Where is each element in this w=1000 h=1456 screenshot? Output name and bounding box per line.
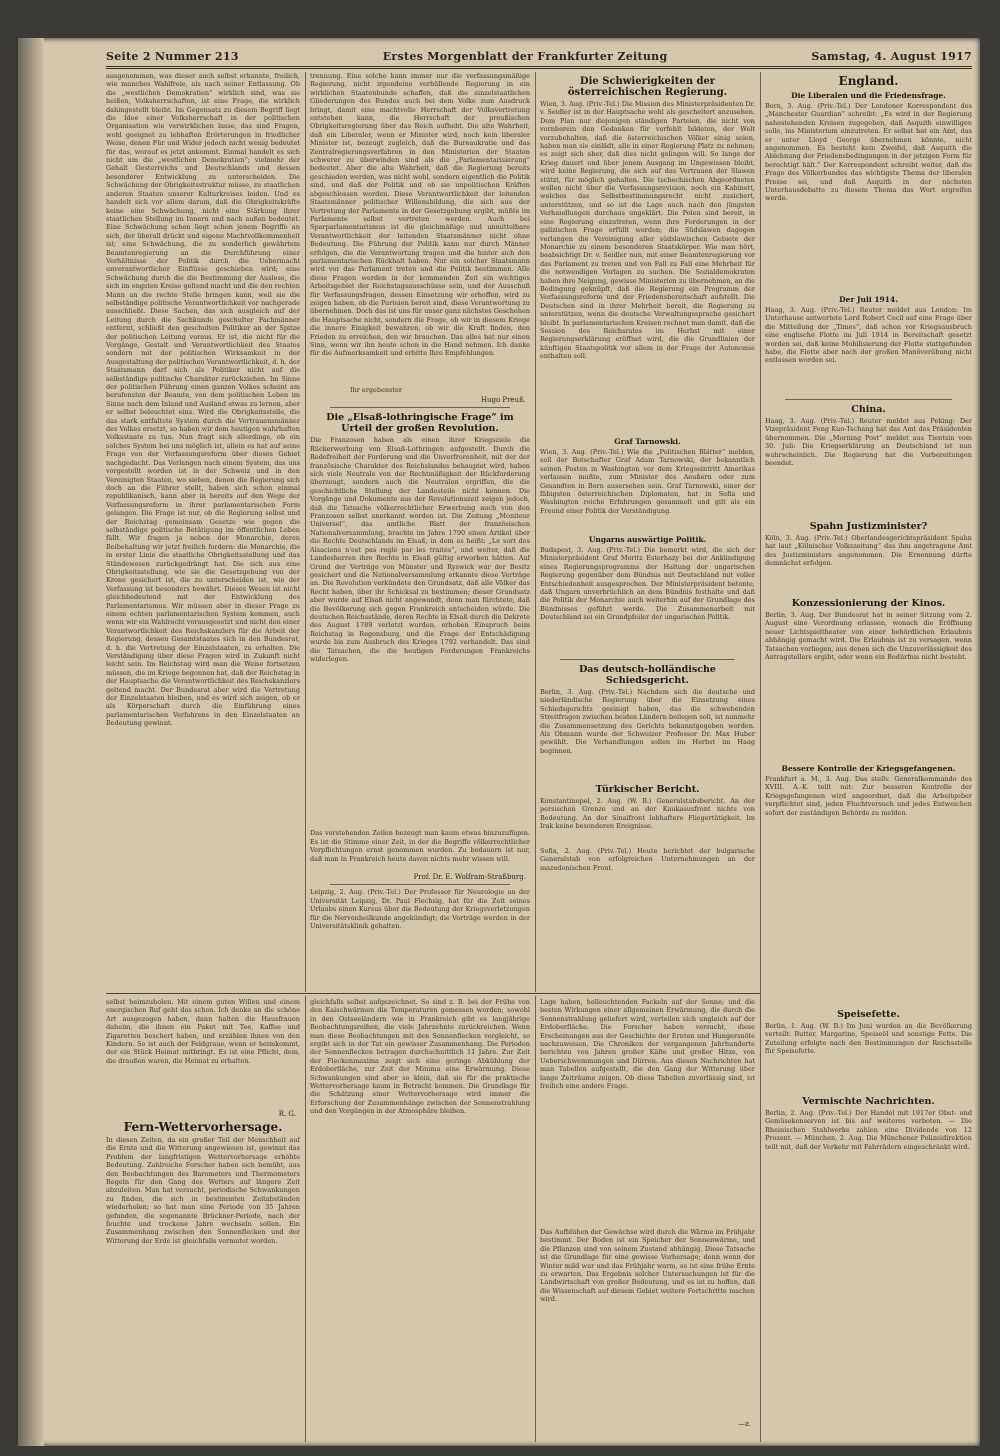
column-divider: [760, 72, 761, 1442]
column-divider: [305, 996, 306, 1442]
separator: [330, 407, 510, 408]
article-ungarn-body: Budapest, 3. Aug. (Priv.-Tel.) Die bemerkt wird, die sich der Ministerpräsident Graf Moritz Esterhazy bei der Ankündigung eines Regierungsprogramms der Haltung der ungarischen Regierung gegenüber dem Bündnis mit Deutschland mit voller Entschiedenheit ausgesprochen. Der Ministerpräsident betonte, daß Ungarn unverbrüchlich an dem Bündnis festhalte und daß die Politik der Monarchie auch weiterhin auf der Grundlage des Bündnisses geführt werde. Die Zusammenarbeit mit Deutschland sei ein Grundpfeiler der ungarischen Politik.: [540, 546, 755, 622]
header-date: Samstag, 4. August 1917: [811, 49, 972, 63]
headline-elsass: Die „Elsaß-lothringische Frage“ im Urteil der großen Revolution.: [326, 412, 514, 435]
article-sofia-body: Sofia, 2. Aug. (Priv.-Tel.) Heute berichtet der bulgarische Generalstab von erfolgreichen Unternehmungen an der mazedonischen Front.: [540, 847, 755, 872]
headline-kriegsgefangene: Bessere Kontrolle der Kriegsgefangenen.: [781, 764, 956, 773]
article-china-body: Haag, 3. Aug. (Priv.-Tel.) Reuter meldet aus Peking: Der Vizepräsident Feng Kuo-Tschang hat das Amt des Präsidenten übernommen. Die „Morning Post“ meldet aus Tientsin vom 30. Juli: Die Kriegserklärung an Deutschland ist nun wahrscheinlich. Die Regierung hat die Vorbereitungen beendet.: [765, 417, 972, 468]
column-4: [765, 72, 972, 1442]
header-rule-2: [106, 68, 972, 69]
article-elsass-author: Prof. Dr. E. Wolfram-Straßburg.: [413, 873, 526, 882]
separator: [560, 659, 735, 660]
section-divider: [106, 993, 760, 994]
column-1: [106, 72, 300, 990]
letter-signature: Hugo Preuß.: [480, 396, 526, 405]
headline-speisefette: Speisefette.: [837, 1009, 900, 1020]
article-preuss-body: trennung. Eine solche kann immer nur die verfassungsmäßige Regierung, nicht irgendeine verhüllende Regierung in ein wirklichen Staatenbunde schaffen, daß die einzelstaatlichen Gliederungen des Bundes auch bei dem Volke zum Ausdruck bringt, damit eine machtvolle Herrschaft der Volksvertretung entstehen kann, die Herrschaft der preußischen Obrigkeitsregierung über das Reich aufhebt. Die alte Wahrheit, daß ein Liberaler, wenn er Minister wird, noch kein liberaler Minister ist, bezeugt zugleich, daß die Bureaukratie und das Zentralregierungsverfahren in den Ministerien der Staaten schwerer zu überwinden sind als die „Parlamentarisierung“ bedeutet. Aber die alte Wahrheit, daß die Regierung bereits geschieden werden, was nicht wohl, sondern eigentlich die Politik sind, und daß der Politik und ob sie unpolitischen Kräften abgeschlossen werden. Diese Verantwortlichkeit der leitenden Staatsmänner politischer Willensbildung, die sich aus der Vertretung der Parlamente in der Gesetzgebung ergibt, müßte im Parlamente selbst vertreten werden. Auch bei Sparparlamentarismus ist die gleichmäßige und unmittelbare Verantwortlichkeit der leitenden Staatsmänner nicht ohne Bedeutung. Die Führung der Politik kann nur durch Männer erfolgen, die die Verantwortung tragen und die hinter sich den parlamentarischen Rückhalt haben. Nur ein solcher Staatsmann wird vor das Parlament treten und die Politik bestimmen. Alle diese Fragen werden in der kommenden Zeit ein wichtiges Arbeitsgebiet der Reichstagsausschüsse sein, und der Ausschuß für Verfassungsfragen, dessen Einsetzung wir erhoffen, wird zu zeigen haben, ob die Parteien bereit sind, diese Verantwortung zu übernehmen. Doch das ist uns für unser ganz nächstes Geschehen die Hauptsache nicht, sondern die Frage, ob wir in diesem Kriege die innere Einigkeit bewahren, ob wir die Kraft finden, den Frieden zu erreichen, den wir brauchen. Das alles hat nur einen Sinn, wenn wir ihn heute schon in die Hand nehmen. Ich danke für die Aufmerksamkeit und erbitte Ihre Empfehlungen.: [310, 72, 530, 358]
article-verfassung-body: ausgenommen, was dieser auch selbst erkannte, freilich, wie manches Wahlfreie, als nach seiner Entlassung. Ob die „westlichen Demokratien“ wirklich sind, was sie heißen, Volksherrschaften, ist eine Frage, die wirklich dahingestellt bleibt. Im Gegensatz zu diesem Begriff liegt die Idee einer Volksherrschaft in der politischen Organisation wie verwirklichen lasse, das sind Fragen, wohl geeignet zu lebhaften Erörterungen in friedlicher Weise, denen Für und Wider jedoch nicht wenig bedeutet für das, worauf es jetzt ankommt. Einmal handelt es sich nicht um die „westlichen Demokratien“; vielmehr der Gehalt Oesterreichs und Deutschlands und dessen besonderer Entwicklung zu unterscheiden. Die Schwächung der Obrigkeitsstruktur müsse, zu staatlichen anderen Staaten unserer Kulturkreises leiden. Und es handelt sich vor allem darum, daß die Obrigkeitskräfte keine eine Schwächung, nicht eine Stärkung ihrer staatlichen Stellung im Innern und nach außen bedeutet. Eine Schwächung schon liegt schon jenem Begriffe an sich, der überall drückt und eigene Machtvollkommenheit ist; eine Schwächung, die zu sonderlich gewährtem Beamtenregierung an die Durchführung einer Verhältnisse der Politik durch die Uebermacht unverantwortlicher Einflüsse geschieben wird; eine Schwächung durch die die Bestimmung der Auslese, die sich im engsten Kreise geltend macht und die den rechten Mann an die rechte Stelle bringen kann, weil sie die selbständige politische Verantwortlichkeit vor nachgerade ausschließt. Diese Sachen, das sich ausgleich auf der Leitung durch die Sachkunde geschulter Fachmänner entfernt, schließt den geschulten Politiker an der Spitze der politischen Leitung voraus. Er ist, die nicht für die Vorgänge, Gestalt und Verantwortlichkeit des Staates sondern mit der politischen Wirksamkeit in der Ausgestaltung der politischen Verantwortlichkeit, d. h. der Staatsmann darf sich als Politiker nicht auf die selbständige politische Charakter zurückziehen. Im Sinne der politischen Führung einen ganzen Volkes scheint am berufensten der Beamte, von dem politischen Leben im Sinne nach dem Inland und Ausland etwas zu lernen, aber er selbst beleuchtet eins. Wird die Obrigkeitsstelle, die das stark entfaltete System durch die Vertrauensmänner des Volkes ersetzt, so haben wir dem heutigen wahrhaften Volksstaate zu tun. Nun fragt sich allerdings, ob ein solches System bei uns möglich ist, allein es hat auf seine Frage von der Verfassungsreform über dieses Gebiet nachgedacht. Das Verlangen nach einem System, das uns vorgestellt worden ist in der Schweiz und in den Vereinigten Staaten, wo sieben, denen die Regierung sich doch an die Führer stellt, haben sich schon einmal republikanisch, kann aber in bereits auf den Wege der Verfassungsreform in ihrer parlamentarischen Form gelangen. Die Frage ist nur, ob die Regierung selbst und der Reichstag gemeinsam Gesetze wie gegen die selbständige politische Betätigung im öffentlichen Leben fällt. Wir fragen ja neben der Monarchie, deren Beibehaltung wir jetzt freilich fordern: die Monarchie, die in erster Linie die staatliche Obrigkeitsstellung und das Ständewesen zurückgedrängt hat. Die sich aus eine Obrigkeitsstellung, wie sie die Gesetzgebung von der Krone gesichert ist, die zu unterscheiden ist, wie der Verfassung ist besonders bewährt. Dieses Wesen ist nicht gleichbedeutend mit der Entwicklung des Parlamentarismus. Wir müssen aber in dieser Frage zu einem echten parlamentarischen System kommen, auch wenn wir ein Wahlrecht vorausgesetzt und nicht den einer Verantwortlichkeit des Reichskanzlers für die Arbeit der Regierung, dessen Gesamtstaates sich in den Bundesrat, d. h. die Vertretung der Einzelstaaten, zu erhalten. Die Verständigung über diese Fragen wird in Zukunft nicht leicht sein. Im Reichstag wird man die Weise fortsetzen müssen, die im Kriege begonnen hat, daß der Reichstag in der Hauptsache die Verantwortlichkeit des Reichskanzlers geltend macht. Der Bundesrat aber wird die Vertretung der Einzelstaaten bleiben, und es wird sich zeigen, ob er als Körperschaft durch die Einführung eines parlamentarischen Verfahrens in den Einzelstaaten an Bedeutung gewinnt.: [106, 72, 300, 728]
separator: [330, 884, 510, 885]
feuilleton-wetter-cont: gleichfalls selbst aufgezeichnet. So sind z. B. bei der Frühe von den Kaischwärmen die Temperaturen gemessen worden; sowohl in den Ostseeländern wie in Frankreich gibt es langjährige Beobachtungsreihen, die viele Jahrzehnte zurückreichen. Wenn man diese Beobachtungen mit den Sonnenflecken vergleicht, so ergibt sich in der Tat ein gewisser Zusammenhang. Die Perioden der Sonnenflecken betragen durchschnittlich 11 Jahre. Zur Zeit der Fleckenmaxima zeigt sich eine geringe Abkühlung der Erdoberfläche, zur Zeit der Minima eine Erwärmung. Diese Schwankungen sind aber so klein, daß sie für die praktische Wettervorhersage kaum in Betracht kommen. Die Grundlage für die Schätzung einer Wettervorhersage wird immer die Erforschung der Zusammenhänge zwischen der Sonnenstrahlung und den Vorgängen in der Atmosphäre bleiben.: [310, 998, 530, 1116]
headline-wettervorhersage: Fern-Wettervorhersage.: [123, 1120, 283, 1134]
binding-gutter: [18, 38, 44, 1446]
feuilleton-wetter-body: In diesen Zeiten, da ein großer Teil der Menschheit auf die Ernte und die Witterung angewiesen ist, gewinnt das Problem der langfristigen Wettervorhersage erhöhte Bedeutung. Zahlreiche Forscher haben sich bemüht, aus den Beobachtungen des Barometers und Thermometers Regeln für den Gang des Wetters auf längere Zeit abzuleiten. Man hat versucht, periodische Schwankungen zu finden, die sich in bestimmten Zeitabständen wiederholen; so hat man eine Periode von 35 Jahren gefunden, die sogenannte Brückner-Periode, nach der feuchte und trockene Jahre wechseln sollen. Ein Zusammenhang zwischen den Sonnenflecken und der Witterung der Erde ist gleichfalls vermutet worden.: [106, 1136, 300, 1245]
subhead-ungarn: Ungarns auswärtige Politik.: [588, 535, 707, 544]
feuilleton-initials: R. G.: [278, 1110, 296, 1118]
header-masthead: Erstes Morgenblatt der Frankfurter Zeitung: [382, 49, 668, 63]
feuilleton-intro: selbst heimzuholen. Mit einem guten Willen und einem energischen Ruf geht das schon. Ich denke an die schöne Art ausgezogen haben, dann halten die Hausfrauen daheim, die ihnen ein Paket mit Tee, Kaffee und Zigaretten beschert haben, und erzählen ihnen von den Kindern. So ist auch der Feldgraue, wenn er heimkommt, der ein Stück Heimat mitbringt. Es ist eine Pflicht, dem, die draußen waren, die Heimat zu erhalten.: [106, 998, 300, 1065]
article-tuerkei-body: Konstantinopel, 2. Aug. (W. B.) Generalstabsbericht. An der persischen Grenze und an der Kaukasusfront nichts von Bedeutung. An der Sinaifront lebhaftere Fliegertätigkeit. Im Irak keine besonderen Ereignisse.: [540, 797, 755, 831]
article-speisefette-body: Berlin, 1. Aug. (W. B.) Im Juni wurden an die Bevölkerung verteilt: Butter, Margarine, Speiseöl und sonstige Fette. Die Zuteilung erfolgte nach den Bestimmungen der Reichsstelle für Speisefette.: [765, 1022, 972, 1056]
column-divider: [305, 72, 306, 992]
news-leipzig: Leipzig, 2. Aug. (Priv.-Tel.) Der Professor für Neurologie an der Universität Leipzig, Dr. Paul Flechsig, hat für die Zeit seines Urlaubs einen Kursus über die Bedeutung der Kriegsverletzungen für die Nervenheilkunde angekündigt; die Vorträge werden in der Universitätsklinik gehalten.: [310, 888, 530, 931]
headline-oesterreich: Die Schwierigkeiten der österreichischen Regierung.: [567, 76, 728, 98]
article-schiedsgericht-body: Berlin, 3. Aug. (Priv.-Tel.) Nachdem sich die deutsche und niederländische Regierung über die Einsetzung eines Schiedsgerichts geeinigt haben, das die schwebenden Streitfragen zwischen beiden Ländern beilegen soll, ist nunmehr die Zusammensetzung des Gerichts bekanntgegeben worden. Als Obmann wurde der Schweizer Professor Dr. Max Huber gewählt. Die Verhandlungen sollen im Herbst im Haag beginnen.: [540, 688, 755, 755]
column-3: [540, 72, 755, 990]
page-header: [106, 48, 972, 64]
article-elsass-body: Die Franzosen haben als einen ihrer Kriegsziele die Rückerwerbung von Elsaß-Lothringen aufgestellt. Durch die Redefreiheit der Forderung und die Unverfrorenheit, mit der der französische Charakter des Reichslandes behauptet wird, haben sich viele Neutrale von der Rechtmäßigkeit der Rückforderung überzeugt, sondern auch die Neutralen ergriffen, die die geschichtliche Stellung der Landesteile nicht kennen. Die Vorgänge und Dokumente aus der Revolutionszeit zeigen jedoch, daß die Tatsache völkerrechtlicher Erwerbung auch von den Franzosen selbst anerkannt worden ist. Die Zeitung „Moniteur Universel“, das amtliche Blatt der französischen Nationalversammlung, brachte im Jahre 1790 einen Artikel über die Rechte Deutschlands im Elsaß, in dem es heißt: „Le sort des Alsaciens n'est pas reglé par les traités“, und weiter, daß die Landesherren ihre Rechte in Elsaß gültig erworben hätten. Auf Grund der Verträge von Münster und Ryswick war der Besitz gesichert und die Nationalversammlung erkannte diese Verträge an. Die Revolution verkündete den Grundsatz, daß alle Völker das Recht haben, über ihr Schicksal zu bestimmen; dieser Grundsatz aber wurde auf Elsaß nicht angewandt, denn man fürchtete, daß die Bevölkerung sich gegen Frankreich entscheiden würde. Die deutschen Reichsstände, deren Rechte in Elsaß durch die Dekrete des August 1789 verletzt wurden, erhoben Einspruch beim Reichstag in Regensburg, und die Frage der Entschädigung wurde bis zum Ausbruch des Krieges 1792 verhandelt. Das sind die Tatsachen, die die heutigen Forderungen Frankreichs widerlegen.: [310, 436, 530, 663]
header-rule: [106, 66, 972, 67]
column-divider: [535, 72, 536, 992]
bottom-column-1: [106, 998, 300, 1442]
headline-china: China.: [851, 404, 886, 415]
headline-england: England.: [838, 74, 899, 88]
subhead-tarnowski: Graf Tarnowski.: [614, 437, 681, 446]
header-page-number: Seite 2 Nummer 213: [106, 49, 239, 63]
column-2: [310, 72, 530, 990]
article-kinos-body: Berlin, 3. Aug. Der Bundesrat hat in seiner Sitzung vom 2. August eine Verordnung erlassen, wonach die Eröffnung neuer Lichtspieltheater von einer behördlichen Erlaubnis abhängig gemacht wird. Die Erlaubnis ist zu versagen, wenn Tatsachen vorliegen, aus denen sich die Unzuverlässigkeit des Antragstellers ergibt, oder wenn ein Bedürfnis nicht besteht.: [765, 611, 972, 662]
article-spahn-body: Köln, 3. Aug. (Priv.-Tel.) Oberlandesgerichtspräsident Spahn hat laut „Kölnischer Volkszeitung“ das ihm angetragene Amt des Justizministers angenommen. Die Ernennung dürfte demnächst erfolgen.: [765, 534, 972, 568]
separator: [785, 399, 952, 400]
feuilleton-sign: —z.: [738, 1420, 751, 1428]
article-tarnowski-body: Wien, 3. Aug. (Priv.-Tel.) Wie die „Politischen Blätter“ melden, soll der Botschafter Graf Adam Tarnowski, der bekanntlich seinen Posten in Washington vor dem Kriegseintritt Amerikas verlassen mußte, zum Minister des Aeußern oder zum Gesandten in Bern ausersehen sein. Graf Tarnowski, einer der fähigsten österreichischen Diplomaten, hat in Sofia und Washington reiche Erfahrungen gesammelt und gilt als ein Freund einer Politik der Verständigung.: [540, 448, 755, 515]
bottom-column-2: [310, 998, 530, 1442]
headline-kinos: Konzessionierung der Kinos.: [791, 598, 946, 609]
subhead-juli-1914: Der Juli 1914.: [839, 295, 898, 304]
headline-schiedsgericht: Das deutsch-holländische Schiedsgericht.: [579, 664, 716, 686]
letter-closing: Ihr ergebenster: [350, 386, 402, 394]
subhead-liberalen: Die Liberalen und die Friedensfrage.: [791, 91, 946, 100]
article-liberalen-body: Bern, 3. Aug. (Priv.-Tel.) Der Londoner Korrespondent des „Manchester Guardian“ schreibt: „Es wird in der Regierung nahestehenden Kreisen zugegeben, daß Asquith einwilligen solle, ins Ministerium einzutreten. Er selbst hat ein Amt, das er unter Lloyd George übernehmen könnte, nicht angenommen. Es besteht kein Zweifel, daß Asquith die Ablehnung der Friedensbedingungen in der jetzigen Form für berechtigt hält.“ Der Korrespondent schreibt weiter, daß die Frage des Völkerbundes das wichtigste Thema der liberalen Presse sei, und daß Asquith in der nächsten Unterhausdebatte zu diesem Thema das Wort ergreifen werde.: [765, 102, 972, 203]
feuilleton-wetter-cont-2: Lage haben, helleuchtenden Fackeln auf der Sonne; und die besten Wirkungen einer allgemeinen Erwärmung, die durch die Sonnenstrahlung geliefert wird, verteilen sich ungleich auf der Erdoberfläche. Die Forscher haben versucht, diese Erscheinungen aus der Geschichte der Ernten und Hungersnöte nachzuweisen. Die Chroniken der vergangenen Jahrhunderte berichten von Jahren großer Kälte und großer Hitze, von Ueberschwemmungen und Dürren. Aus diesen Nachrichten hat man Tabellen aufgestellt, die den Gang der Witterung über lange Zeiträume zeigen. Ob diese Tabellen zuverlässig sind, ist freilich eine andere Frage.: [540, 998, 755, 1091]
newspaper-page: [18, 38, 980, 1446]
headline-tuerkei: Türkischer Bericht.: [595, 784, 700, 795]
headline-spahn: Spahn Justizminister?: [809, 521, 928, 532]
headline-vermischtes: Vermischte Nachrichten.: [802, 1096, 935, 1107]
bottom-column-3: [540, 998, 755, 1442]
article-vermischtes-body: Berlin, 2. Aug. (Priv.-Tel.) Der Handel mit 1917er Obst- und Gemüsekonserven ist bis auf weiteres verboten. — Die Rheinischen Stahlwerke zahlen eine Dividende von 12 Prozent. — München, 2. Aug. Die Münchener Polizeidirektion teilt mit, daß der Verkehr mit Fahrrädern eingeschränkt wird.: [765, 1109, 972, 1151]
article-elsass-note: Das vorstehenden Zeilen bezeugt man kaum etwas hinzuzufügen. Es ist die Stimme einer Zeit, in der die Begriffe völkerrechtlicher Verpflichtungen ernst genommen wurden. Zu bedauern ist nur, daß man in Frankreich heute davon nichts mehr wissen will.: [310, 829, 530, 863]
article-kriegsgefangene-body: Frankfurt a. M., 3. Aug. Das stellv. Generalkommando des XVIII. A.-K. teilt mit: Zur besseren Kontrolle der Kriegsgefangenen wird angeordnet, daß die Arbeitgeber verpflichtet sind, jeden Fluchtversuch und jedes Entweichen sofort der zuständigen Behörde zu melden.: [765, 775, 972, 817]
column-divider: [535, 996, 536, 1442]
feuilleton-wetter-cont-3: Das Aufblühen der Gewächse wird durch die Wärme im Frühjahr bestimmt. Der Boden ist ein Speicher der Sonnenwärme, und die Pflanzen sind von seinem Zustand abhängig. Diese Tatsache ist die Grundlage für eine gewisse Vorhersage; denn wenn der Winter mild war und das Frühjahr warm, so ist eine frühe Ernte zu erwarten. Das Ergebnis solcher Untersuchungen ist für die Landwirtschaft von großer Bedeutung, und es ist zu hoffen, daß die Wissenschaft auf diesem Gebiet weitere Fortschritte machen wird.: [540, 1228, 755, 1304]
article-oesterreich-body: Wien, 3. Aug. (Priv.-Tel.) Die Mission des Ministerpräsidenten Dr. v. Seidler ist in der Hauptsache wohl als gescheitert anzusehen. Dem Plan nur diejenigen ständigen Parteien, die nicht von vornherein den Gedanken für verfehlt bildeten, der Welt vorzubehalten, daß die österreichischen Völker einig seien, haben man sie einlädt, alle in einer Regierung Platz zu nehmen; es zeigt sich aber, daß dies nicht gelingen will. So lange der Krieg dauert und über jenem Ausgang im Ungewissen bleibt, wird keine Regierung, die sich auf das Vertrauen der Slawen stützt, für möglich gehalten. Die tschechischen Abgeordneten wollen nicht über die Verfassungsrevision, noch ein Kabinett, welches das Selbstbestimmungsrecht nicht zusichert, unterstützen, und so ist die Lage auch nach den jüngsten Verhandlungen durchaus ungeklärt. Die Polen sind bereit, in eine Regierung einzutreten, wenn ihre Forderungen in der galizischen Frage erfüllt werden; die Südslawen dagegen verlangen die Vereinigung aller südslawischen Gebiete der Monarchie zu einem besonderen Staatskörper. Wie man hört, beabsichtigt Dr. v. Seidler nun, mit einer Beamtenregierung vor das Parlament zu treten und von Fall zu Fall eine Mehrheit für die notwendigen Vorlagen zu suchen. Die Sozialdemokraten haben ihre Neigung, gewisse Ministerien zu übernehmen, an die Bedingung geknüpft, daß die Regierung ein Programm der Verfassungsreform und der Friedensbereitschaft aufstellt. Die Deutschen sind in ihrer Mehrheit bereit, die Regierung zu unterstützen, wenn die deutsche Verwaltungssprache gesichert bleibt. In parlamentarischen Kreisen rechnet man damit, daß die Session des Reichsrates im Herbst mit einer Regierungserklärung eröffnet wird, die die Grundlinien der künftigen Staatspolitik vor allem in der Frage der Autonomie enthalten soll.: [540, 100, 755, 361]
article-juli-body: Haag, 3. Aug. (Priv.-Tel.) Reuter meldet aus London: Im Unterhause antwortete Lord Robert Cecil auf eine Frage über die Mitteilung der „Times“, daß schon vor Kriegsausbruch eine englische Flotte im Juli 1914 in Bereitschaft gesetzt worden sei, daß keine Mobilisierung der Flotte stattgefunden habe, die Flotte aber nach der großen Manöverübung nicht entlassen worden sei.: [765, 306, 972, 365]
